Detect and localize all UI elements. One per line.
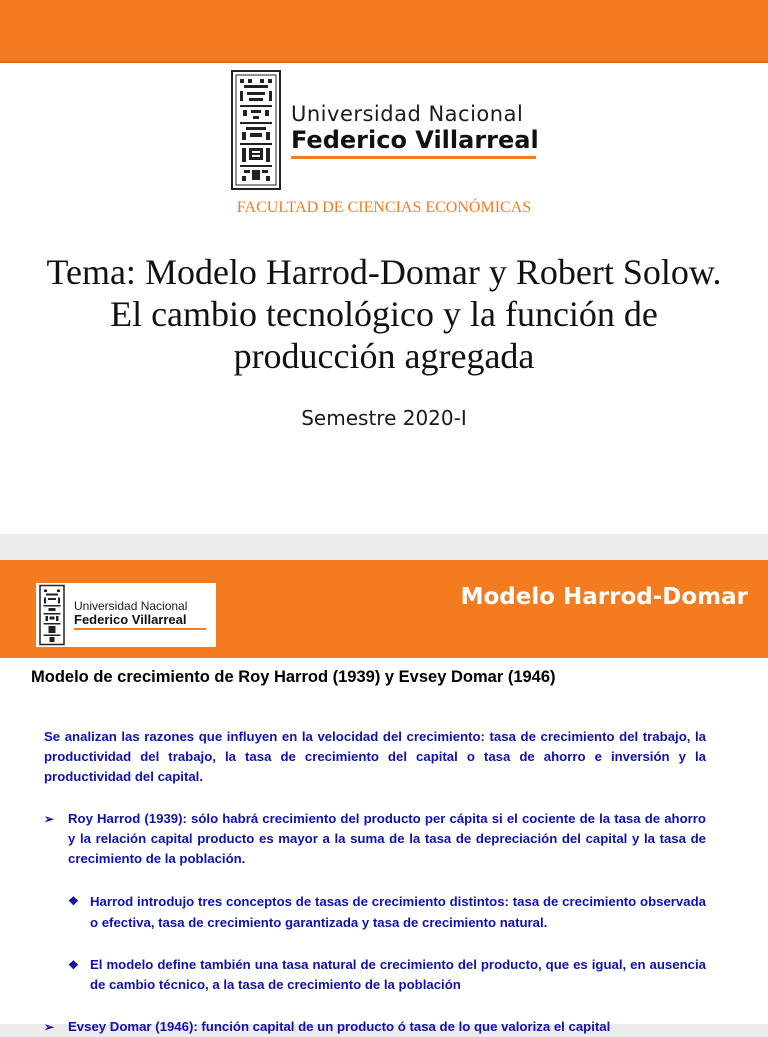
sub-bullet-natural-rate [44,955,706,995]
intro-paragraph: Se analizan las razones que influyen en la velocidad del crecimiento: tasa de crecimiento del trabajo, la productividad del trabajo, la tasa de crecimiento del capital o tasa de ahorro e inversión y la productividad del capital. [44,729,706,784]
raimondi-stela-emblem-icon [39,585,65,645]
bullet-text: Roy Harrod (1939): sólo habrá crecimiento del producto per cápita si el cociente de la tasa de ahorro y la relación capital producto es mayor a la suma de la tasa de depreciación del capital y la tasa de crecimiento de la población. [68,811,706,866]
raimondi-stela-emblem-icon [231,70,281,190]
diamond-bullet-icon: ❖ [68,958,79,972]
bullet-text: Evsey Domar (1946): función capital de un producto ó tasa de lo que valoriza el capital [68,1019,611,1034]
logo-underline [291,156,536,159]
slide-body [44,727,706,1037]
logo-underline [74,628,206,630]
bullet-evsey-domar [44,1017,706,1037]
bullet-text: Harrod introdujo tres conceptos de tasas de crecimiento distintos: tasa de crecimiento observada o efectiva, tasa de crecimiento garantizada y tasa de crecimiento natural. [90,894,706,930]
diamond-bullet-icon: ❖ [68,894,79,908]
university-name-line1: Universidad Nacional [74,599,188,613]
university-name-line2: Federico Villarreal [74,612,187,627]
sub-bullet-growth-rates [44,891,706,933]
arrowhead-bullet-icon: ➢ [44,812,55,826]
bullet-text: El modelo define también una tasa natural de crecimiento del producto, que es igual, en ausencia de cambio técnico, a la tasa de crecimiento de la población [90,957,706,992]
top-accent-bar [0,0,768,63]
university-name-line2: Federico Villarreal [291,126,539,154]
slide-title: Tema: Modelo Harrod-Domar y Robert Solow. El cambio tecnológico y la función de producción agregada [46,252,722,376]
bullet-roy-harrod [44,809,706,869]
university-logo-small [36,583,216,647]
content-slide [0,560,768,1034]
slide-header [0,560,768,658]
semester-label: Semestre 2020-I [301,406,467,430]
university-name-line1: Universidad Nacional [291,102,524,126]
slide-subtitle: Modelo de crecimiento de Roy Harrod (1939) y Evsey Domar (1946) [31,668,556,686]
slide-header-title: Modelo Harrod-Domar [460,584,748,610]
faculty-name: FACULTAD DE CIENCIAS ECONÓMICAS [236,199,532,216]
arrowhead-bullet-icon: ➢ [44,1020,55,1034]
university-logo [231,70,539,192]
